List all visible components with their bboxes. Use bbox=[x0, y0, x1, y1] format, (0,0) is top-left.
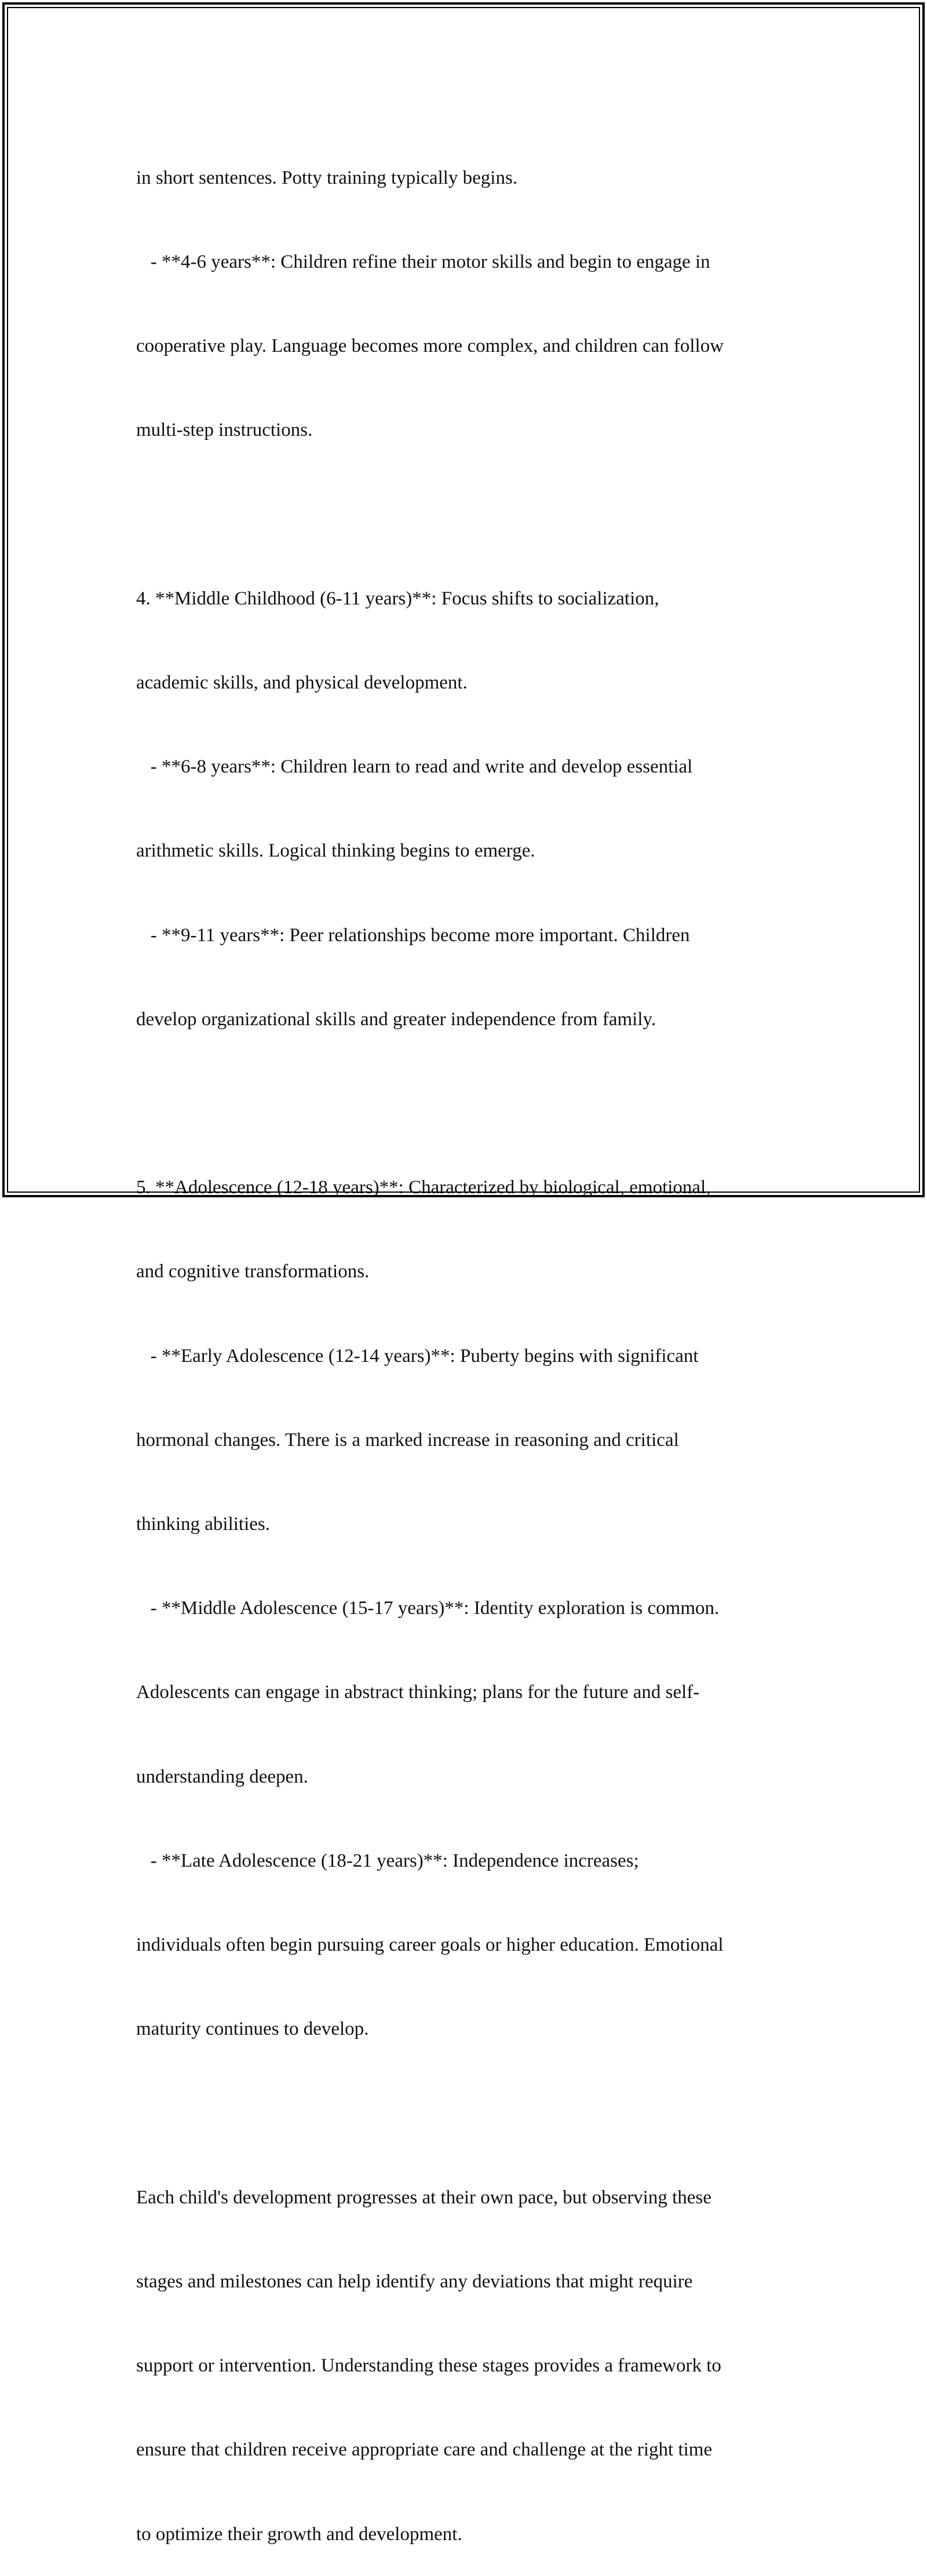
text-line: multi-step instructions. bbox=[136, 420, 313, 441]
text-line: - **4-6 years**: Children refine their motor skills and begin to engage in bbox=[136, 252, 710, 273]
text-line: - **6-8 years**: Children learn to read and write and develop essential bbox=[136, 756, 693, 778]
text-line: - **Early Adolescence (12-14 years)**: Puberty begins with significant bbox=[136, 1345, 699, 1367]
text-line: Each child's development progresses at their own pace, but observing these bbox=[136, 2187, 711, 2208]
text-line: cooperative play. Language becomes more complex, and children can follow bbox=[136, 336, 724, 357]
text-line: Adolescents can engage in abstract thinking; plans for the future and self- bbox=[136, 1682, 700, 1703]
text-line: to optimize their growth and development. bbox=[136, 2523, 462, 2545]
text-line: 5. **Adolescence (12-18 years)**: Characterized by biological, emotional, bbox=[136, 1177, 711, 1198]
blank-line bbox=[136, 1090, 808, 1117]
text-line: stages and milestones can help identify any deviations that might require bbox=[136, 2271, 693, 2292]
document-body bbox=[136, 108, 808, 2576]
text-line: and cognitive transformations. bbox=[136, 1261, 370, 1282]
text-line: ensure that children receive appropriate care and challenge at the right time bbox=[136, 2439, 713, 2461]
text-line: arithmetic skills. Logical thinking begins to emerge. bbox=[136, 840, 535, 862]
text-line: individuals often begin pursuing career goals or higher education. Emotional bbox=[136, 1934, 724, 1956]
blank-line bbox=[136, 501, 808, 529]
text-line: academic skills, and physical development. bbox=[136, 672, 468, 694]
text-line: - **9-11 years**: Peer relationships become more important. Children bbox=[136, 924, 690, 946]
text-line: understanding deepen. bbox=[136, 1766, 308, 1787]
text-line: 4. **Middle Childhood (6-11 years)**: Focus shifts to socialization, bbox=[136, 588, 659, 609]
text-line: hormonal changes. There is a marked increase in reasoning and critical bbox=[136, 1429, 679, 1451]
text-line: develop organizational skills and greater independence from family. bbox=[136, 1008, 656, 1030]
text-line: in short sentences. Potty training typically begins. bbox=[136, 167, 518, 188]
text-line: maturity continues to develop. bbox=[136, 2018, 369, 2040]
text-line: - **Middle Adolescence (15-17 years)**: Identity exploration is common. bbox=[136, 1598, 720, 1619]
text-line: - **Late Adolescence (18-21 years)**: Independence increases; bbox=[136, 1850, 639, 1871]
blank-line bbox=[136, 2099, 808, 2127]
text-line: thinking abilities. bbox=[136, 1514, 270, 1535]
text-line: support or intervention. Understanding these stages provides a framework to bbox=[136, 2355, 721, 2377]
